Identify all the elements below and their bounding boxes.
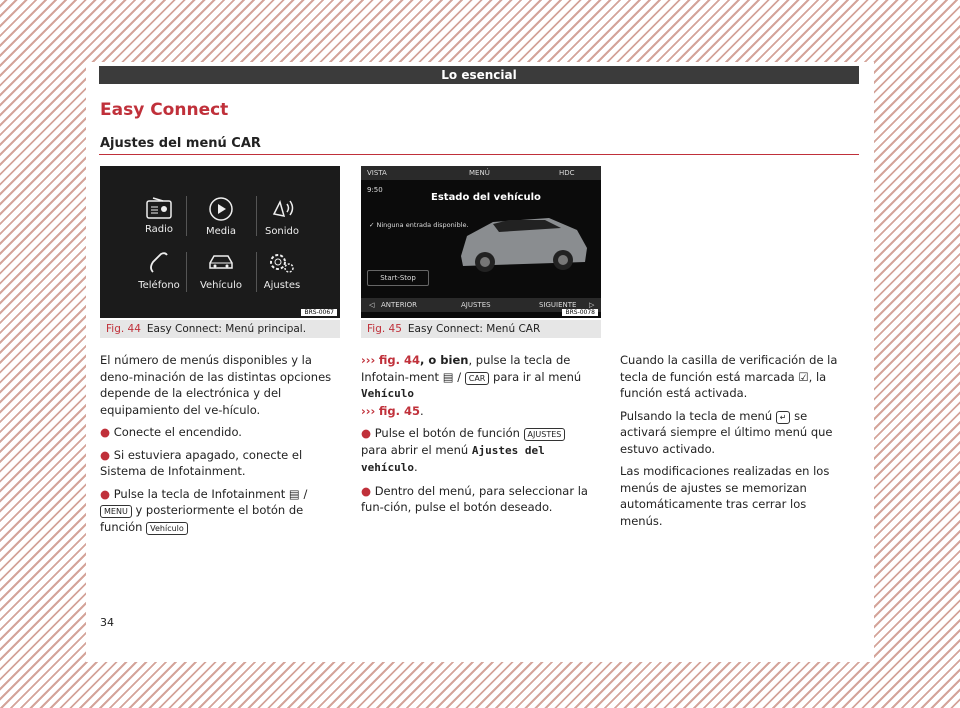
column-1 <box>100 352 332 541</box>
infotainment-icon: ▤ <box>442 369 454 384</box>
figure-45-caption <box>361 320 601 338</box>
paragraph-text: , la función está activada. <box>620 369 827 401</box>
entry-text: ✓ Ninguna entrada disponible. <box>369 221 469 229</box>
caption-number: Fig. 44 <box>106 323 141 335</box>
checkbox-checked-icon: ☑ <box>798 369 809 384</box>
period: . <box>420 403 424 418</box>
column-3 <box>620 352 852 535</box>
next-icon: ▷ <box>589 301 595 309</box>
page-title: Easy Connect <box>100 100 229 120</box>
back-icon: ↵ <box>776 411 791 424</box>
intro-paragraph: El número de menús disponibles y la deno-minación de las distintas opciones depende de la electrónica y del equipamiento del ve-hículo. <box>100 353 332 417</box>
paragraph: Las modificaciones realizadas en los menús de ajustes se memorizan automáticamente tras cerrar los menús. <box>620 464 830 528</box>
page-subtitle: Ajustes del menú CAR <box>100 136 261 151</box>
period: . <box>413 460 418 475</box>
screen-title: Estado del vehículo <box>431 192 541 203</box>
main-menu-screen <box>100 166 340 318</box>
paragraph <box>620 408 852 458</box>
car-image <box>453 210 593 276</box>
list-item-text: para abrir el menú <box>361 442 469 457</box>
instruction-text: para ir al menú <box>493 369 582 384</box>
section-band: Lo esencial <box>99 66 859 84</box>
paragraph-text: se activará siempre el último menú que estuvo activado. <box>620 408 833 456</box>
menu-name: Ajustes del vehículo <box>361 443 545 475</box>
ajustes-key: AJUSTES <box>524 428 566 441</box>
list-item-text: Si estuviera apagado, conecte el Sistema de Infotainment. <box>100 447 303 478</box>
hdc-button[interactable]: HDC <box>559 169 575 177</box>
car-topbar <box>361 166 601 180</box>
figure-ref[interactable]: fig. 44 <box>378 353 421 367</box>
separator: / <box>303 486 308 501</box>
menu-item-label: Radio <box>144 224 174 235</box>
car-icon <box>206 250 236 276</box>
caption-text: Easy Connect: Menú CAR <box>407 323 541 335</box>
title-rule <box>99 154 859 155</box>
play-icon <box>207 196 235 222</box>
column-2 <box>361 352 593 522</box>
list-item-text: Conecte el encendido. <box>113 425 242 439</box>
instruction-paragraph <box>361 352 593 419</box>
figure-code: BRS-0078 <box>562 309 598 316</box>
sound-icon <box>268 196 296 222</box>
figure-code: BRS-0067 <box>301 309 337 316</box>
anterior-button[interactable]: ANTERIOR <box>381 301 418 309</box>
radio-icon <box>145 196 173 220</box>
ajustes-button[interactable]: AJUSTES <box>461 301 491 309</box>
separator: / <box>457 369 462 384</box>
menu-item-label: Media <box>205 226 237 237</box>
vehiculo-key: Vehículo <box>146 522 188 535</box>
paragraph-text: Pulsando la tecla de menú <box>620 408 773 423</box>
list-item: ● Pulse el botón de función AJUSTES para abrir el menú Ajustes del vehículo. <box>361 425 593 477</box>
menu-name: Vehículo <box>361 387 414 401</box>
infotainment-icon: ▤ <box>288 486 300 501</box>
list-item-text: Dentro del menú, para seleccionar la fun-ción, pulse el botón deseado. <box>361 483 588 515</box>
entry-label: Ninguna entrada disponible. <box>376 221 469 229</box>
menu-item-sonido[interactable] <box>247 196 317 237</box>
o-bien: , o bien <box>420 353 469 367</box>
menu-button[interactable]: MENÚ <box>469 169 490 177</box>
menu-item-label: Sonido <box>264 226 300 237</box>
figure-44 <box>100 166 340 318</box>
figure-45 <box>361 166 601 318</box>
list-item-text: y posteriormente el botón de función <box>100 503 304 534</box>
list-item: ● Conecte el encendido. <box>100 425 242 439</box>
menu-item-telefono[interactable] <box>124 250 194 291</box>
figure-44-caption <box>100 320 340 338</box>
car-key: CAR <box>465 372 490 385</box>
menu-item-media[interactable] <box>186 196 256 237</box>
siguiente-button[interactable]: SIGUIENTE <box>539 301 577 309</box>
paragraph <box>620 352 852 402</box>
instruction-text: , pulse la tecla de Infotain-ment <box>361 353 571 384</box>
list-item-text: Pulse la tecla de Infotainment <box>113 486 286 501</box>
clock: 9:50 <box>367 186 383 194</box>
menu-item-label: Teléfono <box>138 280 180 291</box>
menu-key: MENU <box>100 505 132 518</box>
gear-icon <box>267 250 297 276</box>
list-item: ● Pulse la tecla de Infotainment ▤ / MENU y posteriormente el botón de función Vehículo <box>100 486 308 534</box>
phone-icon <box>145 250 173 276</box>
page-number: 34 <box>100 616 114 629</box>
menu-item-vehiculo[interactable] <box>186 250 256 291</box>
arrow-marker: ››› <box>361 403 376 418</box>
list-item: ● Dentro del menú, para seleccionar la fun-ción, pulse el botón deseado. <box>361 483 588 515</box>
caption-number: Fig. 45 <box>367 323 402 335</box>
vista-button[interactable]: VISTA <box>367 169 387 177</box>
paragraph-text: Cuando la casilla de verificación de la tecla de función está marcada <box>620 353 838 384</box>
prev-icon: ◁ <box>369 301 375 309</box>
list-item: ● Si estuviera apagado, conecte el Sistema de Infotainment. <box>100 447 303 478</box>
menu-item-label: Ajustes <box>263 280 301 291</box>
start-stop-button[interactable]: Start-Stop <box>367 270 429 286</box>
figure-ref[interactable]: fig. 45 <box>378 403 421 418</box>
menu-item-ajustes[interactable] <box>247 250 317 291</box>
menu-item-label: Vehículo <box>199 280 243 291</box>
caption-text: Easy Connect: Menú principal. <box>146 323 307 335</box>
arrow-marker: ››› <box>361 353 376 367</box>
list-item-text: Pulse el botón de función <box>374 426 520 441</box>
menu-item-radio[interactable] <box>124 196 194 235</box>
